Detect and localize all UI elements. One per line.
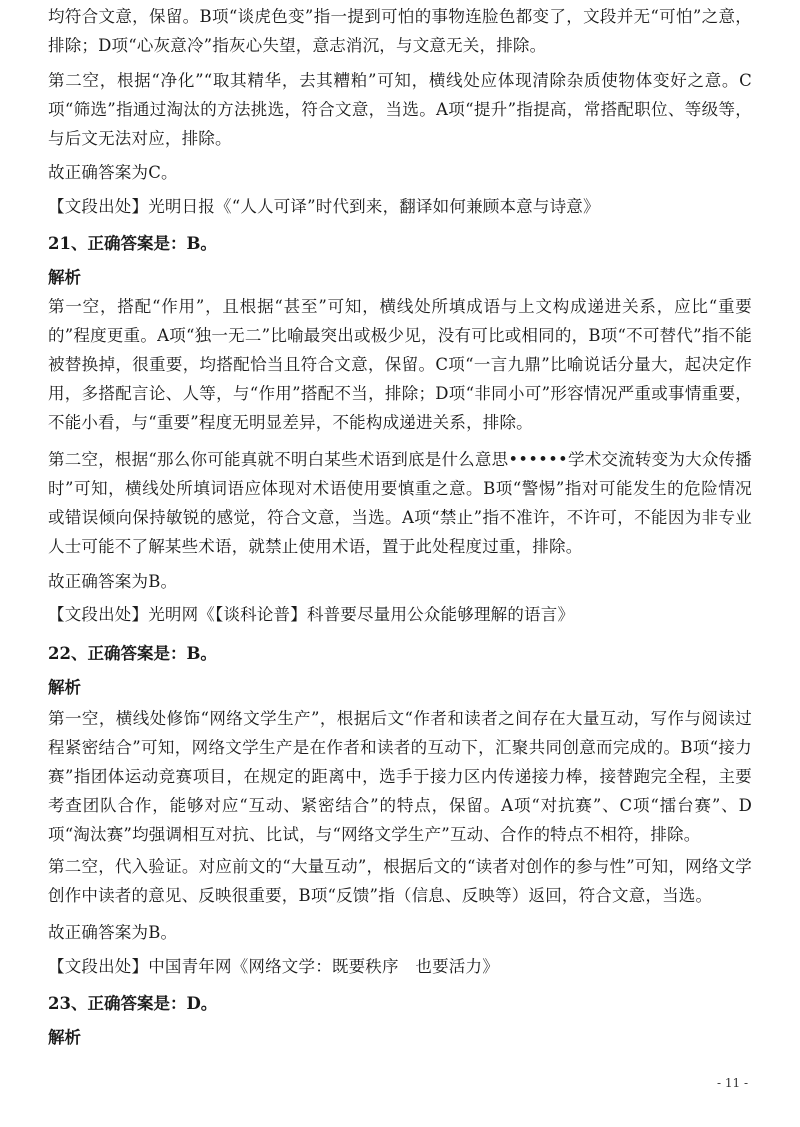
answer-line-21: 故正确答案为B。 <box>48 572 178 591</box>
answer-line-20: 故正确答案为C。 <box>48 163 178 182</box>
question-21-analysis-heading: 解析 <box>48 268 81 287</box>
question-22-answer-heading: 22、正确答案是：B。 <box>48 644 217 663</box>
source-line-21: 【文段出处】光明网《【谈科论普】科普要尽量用公众能够理解的语言》 <box>48 605 575 624</box>
paragraph-second-blank-21: 第二空，根据“那么你可能真就不明白某些术语到底是什么意思••••••学术交流转变为大众传播时”可知，横线处所填词语应体现对术语使用要慎重之意。B项“警惕”指对可能发生的危险情况或错误倾向保持敏锐的感觉，符合文意，当选。A项“禁止”指不准许，不许可，不能因为非专业人士可能不了解某些术语，就禁止使用术语，置于此处程度过重，排除。 <box>48 450 752 556</box>
answer-line-22: 故正确答案为B。 <box>48 923 178 942</box>
source-line-22: 【文段出处】中国青年网《网络文学：既要秩序 也要活力》 <box>48 957 499 976</box>
paragraph-second-blank-20: 第二空，根据“净化”“取其精华，去其糟粕”可知，横线处应体现清除杂质使物体变好之意。C项“筛选”指通过淘汰的方法挑选，符合文意，当选。A项“提升”指提高，常搭配职位、等级等，与后文无法对应，排除。 <box>48 71 752 148</box>
page-number: - 11 - <box>716 1076 748 1090</box>
paragraph-first-blank-22: 第一空，横线处修饰“网络文学生产”，根据后文“作者和读者之间存在大量互动，写作与阅读过程紧密结合”可知，网络文学生产是在作者和读者的互动下，汇聚共同创意而完成的。B项“接力赛”指团体运动竞赛项目，在规定的距离中，选手于接力区内传递接力棒，接替跑完全程，主要考查团队合作，能够对应“互动、紧密结合”的特点，保留。A项“对抗赛”、C项“擂台赛”、D项“淘汰赛”均强调相互对抗、比试，与“网络文学生产”互动、合作的特点不相符，排除。 <box>48 709 752 844</box>
question-23-answer-heading: 23、正确答案是：D。 <box>48 994 218 1013</box>
paragraph-second-blank-22: 第二空，代入验证。对应前文的“大量互动”，根据后文的“读者对创作的参与性”可知，网络文学创作中读者的意见、反映很重要，B项“反馈”指（信息、反映等）返回，符合文意，当选。 <box>48 857 752 905</box>
paragraph-b-d-options: 均符合文意，保留。B项“谈虎色变”指一提到可怕的事物连脸色都变了，文段并无“可怕”之意，排除；D项“心灰意冷”指灰心失望，意志消沉，与文意无关，排除。 <box>48 7 752 55</box>
question-22-analysis-heading: 解析 <box>48 678 81 697</box>
question-23-analysis-heading: 解析 <box>48 1028 81 1047</box>
source-line-20: 【文段出处】光明日报《“人人可译”时代到来，翻译如何兼顾本意与诗意》 <box>48 197 600 216</box>
paragraph-first-blank-21: 第一空，搭配“作用”，且根据“甚至”可知，横线处所填成语与上文构成递进关系，应比“重要的”程度更重。A项“独一无二”比喻最突出或极少见，没有可比或相同的，B项“不可替代”指不能被替换掉，很重要，均搭配恰当且符合文意，保留。C项“一言九鼎”比喻说话分量大，起决定作用，多搭配言论、人等，与“作用”搭配不当，排除；D项“非同小可”形容情况严重或事情重要，不能小看，与“重要”程度无明显差异，不能构成递进关系，排除。 <box>48 297 752 432</box>
question-21-answer-heading: 21、正确答案是：B。 <box>48 234 217 253</box>
